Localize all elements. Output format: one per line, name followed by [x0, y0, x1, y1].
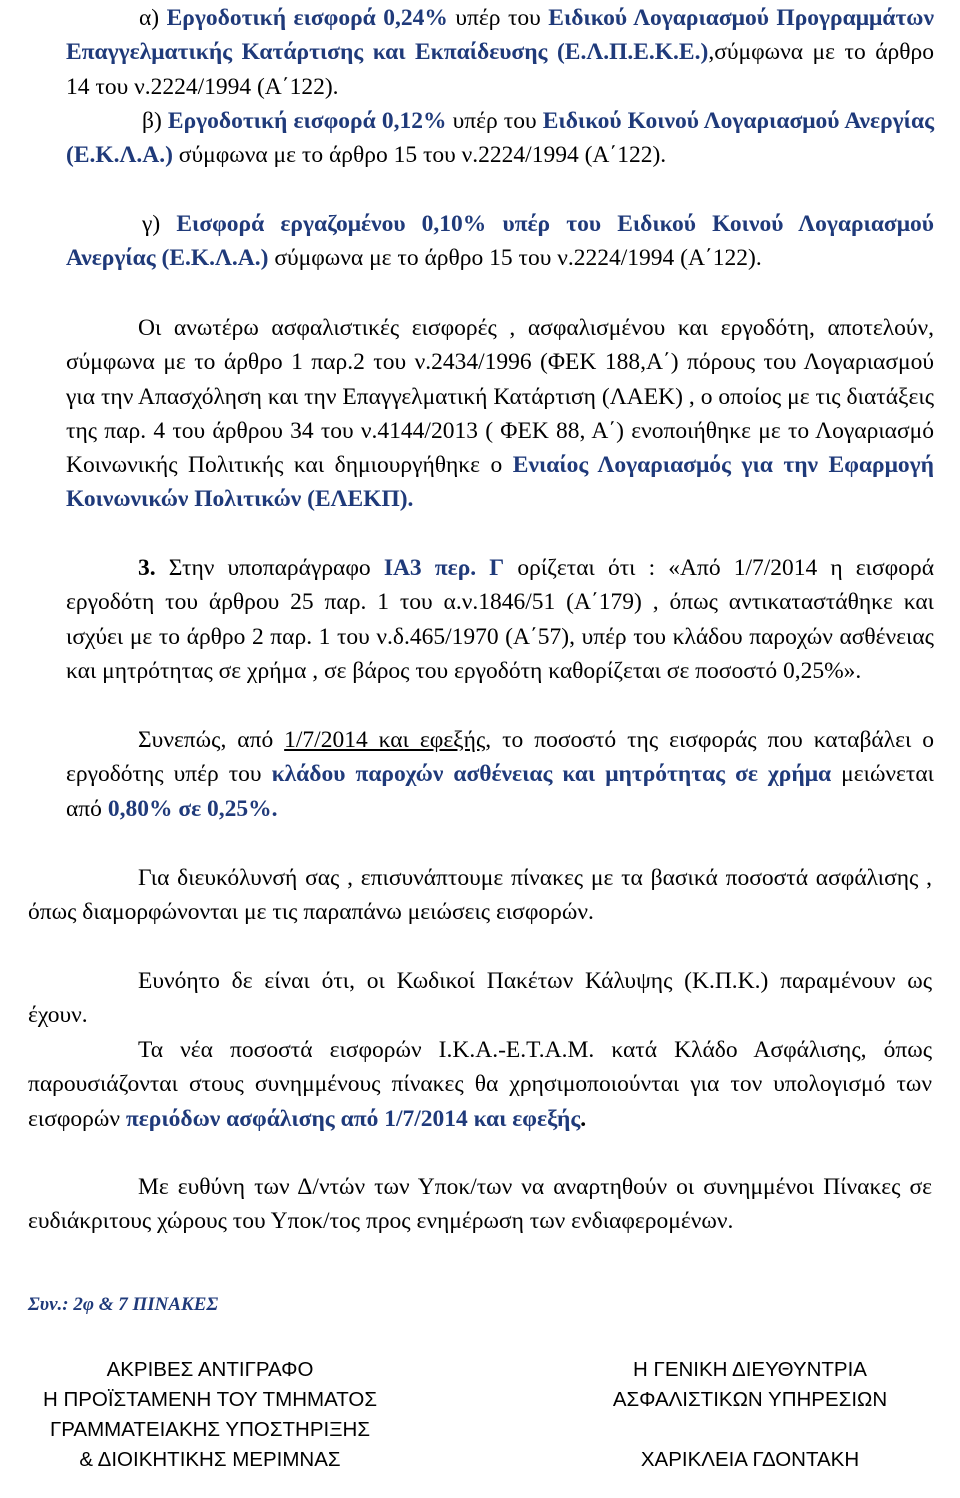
- item-b-bold-account: Ειδικού Κοινού Λογαριασμού Ανεργίας (Ε.Κ.Λ.Α.): [66, 108, 934, 169]
- item-g-prefix: γ): [142, 211, 177, 237]
- therefore-bold-branch: κλάδου παροχών ασθένειας και μητρότητας σε χρήμα: [271, 761, 832, 788]
- item-b-text: υπέρ του: [446, 108, 543, 134]
- footer-left-line-4: & ΔΙΟΙΚΗΤΙΚΗΣ ΜΕΡΙΜΝΑΣ: [79, 1448, 341, 1471]
- therefore-text-mid: , το ποσοστό της εισφοράς που καταβάλει ο εργοδότης υπέρ του: [66, 727, 935, 788]
- item-a-prefix: α): [139, 5, 167, 31]
- therefore-text: Συνεπώς, από: [138, 727, 285, 753]
- item-a-paragraph: [66, 1, 934, 104]
- item-a-text-end: ,σύμφωνα με το άρθρο 14 του ν.2224/1994 (Α΄122).: [66, 39, 934, 100]
- item-a-bold-account: Ειδικού Λογαριασμού Προγραμμάτων Επαγγελματικής Κατάρτισης και Εκπαίδευσης (Ε.Λ.Π.Ε.Κ.Ε.): [66, 5, 934, 66]
- footer-left-line-3: ΓΡΑΜΜΑΤΕΙΑΚΗΣ ΥΠΟΣΤΗΡΙΞΗΣ: [49, 1418, 371, 1441]
- posting-paragraph: Με ευθύνη των Δ/ντών των Υποκ/των να αναρτηθούν οι συνημμένοι Πίνακες σε ευδιάκριτους χώρους του Υποκ/τος προς ενημέρωση των ενδιαφερομένων.: [28, 1174, 932, 1235]
- new-rates-bold-periods: περιόδων ασφάλισης από 1/7/2014 και εφεξής: [125, 1105, 581, 1132]
- footer-right-line-3: ΧΑΡΙΚΛΕΙΑ ΓΔΟΝΤΑΚΗ: [640, 1448, 860, 1471]
- footer-right-line-1: Η ΓΕΝΙΚΗ ΔΙΕΥΘΥΝΤΡΙΑ: [633, 1358, 867, 1381]
- codes-paragraph: Ευνόητο δε είναι ότι, οι Κωδικοί Πακέτων Κάλυψης (Κ.Π.Κ.) παραμένουν ως έχουν.: [28, 968, 932, 1029]
- resources-bold-elekp: Ενιαίος Λογαριασμός για την Εφαρμογή Κοινωνικών Πολιτικών (ΕΛΕΚΠ).: [66, 452, 934, 513]
- footer-left-line-1: ΑΚΡΙΒΕΣ ΑΝΤΙΓΡΑΦΟ: [106, 1358, 314, 1381]
- resources-text: Οι ανωτέρω ασφαλιστικές εισφορές , ασφαλισμένου και εργοδότη, αποτελούν, σύμφωνα με το άρθρο 1 παρ.2 του ν.2434/1996 (ΦΕΚ 188,Α΄) πόρους του Λογαριασμού για την Απασχόληση και την Επαγγελματική Κατάρτιση (ΛΑΕΚ) , ο οποίος με τις διατάξεις της παρ. 4 του άρθρου 34 του ν.4144/2013 ( ΦΕΚ 88, Α΄) ενοποιήθηκε με το Λογαριασμό Κοινωνικής Πολιτικής και δημιουργήθηκε ο: [66, 315, 934, 479]
- paragraph-3-bold-subparagraph: ΙΑ3 περ. Γ: [383, 555, 505, 581]
- footer-right-spacer: [540, 1415, 960, 1445]
- therefore-text-reduced: μειώνεται από: [66, 761, 935, 822]
- footer-left-line-2: Η ΠΡΟΪΣΤΑΜΕΝΗ ΤΟΥ ΤΜΗΜΑΤΟΣ: [42, 1388, 378, 1411]
- item-b-text-end: σύμφωνα με το άρθρο 15 του ν.2224/1994 (Α΄122).: [172, 142, 667, 169]
- footer-left-signature: [0, 1355, 420, 1475]
- item-g-paragraph: [66, 207, 934, 276]
- new-rates-text-end: .: [580, 1105, 587, 1132]
- new-rates-paragraph: [28, 1033, 932, 1136]
- item-g-bold-contribution: Εισφορά εργαζομένου 0,10% υπέρ του Ειδικού Κοινού Λογαριασμού Ανεργίας (Ε.Κ.Λ.Α.): [66, 211, 934, 272]
- therefore-underlined-date: 1/7/2014 και εφεξής: [284, 727, 486, 753]
- tables-paragraph: Για διευκόλυνσή σας , επισυνάπτουμε πίνακες με τα βασικά ποσοστά ασφάλισης , όπως διαμορφώνονται με τις παραπάνω μειώσεις εισφορών.: [28, 865, 932, 926]
- enclosures-note: Συν.: 2φ & 7 ΠΙΝΑΚΕΣ: [28, 1294, 219, 1315]
- paragraph-3: [66, 551, 934, 688]
- item-a-text: υπέρ του: [447, 5, 549, 31]
- item-b-prefix: β): [142, 108, 168, 134]
- resources-paragraph: [66, 311, 934, 517]
- item-b-paragraph: [66, 104, 934, 173]
- therefore-bold-rates: 0,80% σε 0,25%.: [107, 795, 278, 822]
- footer-right-line-2: ΑΣΦΑΛΙΣΤΙΚΩΝ ΥΠΗΡΕΣΙΩΝ: [612, 1388, 888, 1411]
- paragraph-3-number: 3.: [138, 555, 156, 581]
- paragraph-3-text-end: ορίζεται ότι : «Από 1/7/2014 η εισφορά εργοδότη του άρθρου 25 παρ. 1 του α.ν.1846/51 (Α΄179) , όπως αντικαταστάθηκε και ισχύει με το άρθρο 2 παρ. 1 του ν.δ.465/1970 (Α΄57), υπέρ του κλάδου παροχών ασθένειας και μητρότητας σε χρήμα , σε βάρος του εργοδότη καθορίζεται σε ποσοστό 0,25%».: [66, 555, 935, 684]
- paragraph-3-text: Στην υποπαράγραφο: [155, 555, 384, 581]
- item-b-bold-contribution: Εργοδοτική εισφορά 0,12%: [167, 108, 447, 134]
- item-g-text-end: σύμφωνα με το άρθρο 15 του ν.2224/1994 (Α΄122).: [268, 245, 762, 272]
- item-a-bold-contribution: Εργοδοτική εισφορά 0,24%: [166, 5, 448, 31]
- new-rates-text: Τα νέα ποσοστά εισφορών Ι.Κ.Α.-Ε.Τ.Α.Μ. κατά Κλάδο Ασφάλισης, όπως παρουσιάζονται στους συνημμένους πίνακες θα χρησιμοποιούνται για τον υπολογισμό των εισφορών: [28, 1037, 932, 1132]
- therefore-paragraph: [66, 723, 934, 826]
- footer-right-signature: [540, 1355, 960, 1475]
